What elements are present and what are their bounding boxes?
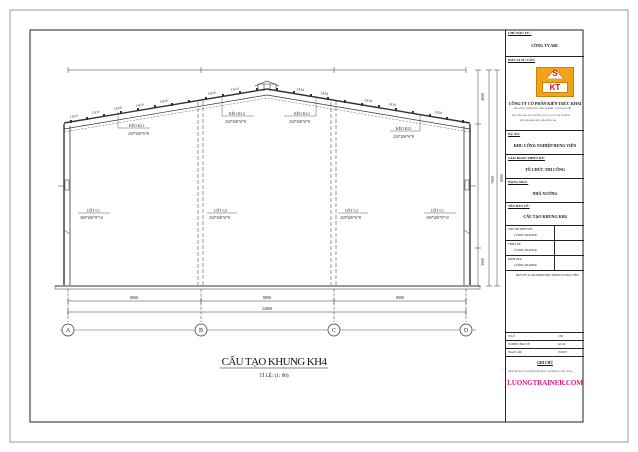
beam-tag-name: KÈO KL2: [294, 112, 310, 116]
rafter-label: 1A50: [159, 98, 169, 104]
owner-section: [506, 30, 584, 57]
column-tag-name: CỘT C2: [345, 209, 358, 213]
owner-name: CÔNG TY ABC: [531, 43, 559, 48]
column-tag-name: CỘT C2: [214, 209, 227, 213]
role-name: LƯƠNG TRAINER: [514, 249, 537, 252]
designer-section: [506, 57, 584, 131]
meta-row: [506, 349, 584, 357]
role-label: KIỂM TRA:: [508, 258, 523, 261]
meta-value: 1:90: [558, 335, 563, 338]
rafter-label: 1A50: [387, 102, 397, 108]
notes-label: GHI CHÚ: [537, 361, 553, 365]
rafter-label: 1A50: [295, 87, 305, 93]
item-label: HẠNG MỤC:: [508, 180, 529, 184]
role-name: LƯƠNG TRAINER: [514, 264, 537, 267]
note-section: [506, 271, 584, 333]
height-dim: 4000: [481, 93, 485, 101]
beam-tag-name: KÈO KL1: [396, 127, 412, 131]
drawing-title: CẤU TẠO KHUNG KH4: [221, 356, 327, 368]
phase-label: GIAI ĐOẠN THIẾT KẾ:: [508, 156, 545, 160]
meta-label: TỈ LỆ: [508, 335, 515, 338]
column-tag-name: CỘT C1: [87, 209, 100, 213]
project-label: DỰ ÁN:: [508, 132, 521, 136]
drawing-scale: TỈ LỆ: (1: 90): [259, 373, 289, 379]
beam-tag-spec: 250*200*6*8: [128, 132, 149, 136]
website-section: [506, 357, 584, 422]
sheet-name: CẤU TẠO KHUNG KH4: [523, 214, 567, 219]
meta-row: [506, 333, 584, 341]
rafter-label: 1A50: [319, 91, 329, 97]
website-caption: LIÊN HỆ ĐÀO TẠO THIẾT KẾ KẾT CẤU THÉP VÀ DỰ TOÁN: [508, 370, 573, 373]
phase-section: [506, 155, 584, 179]
axis-markers: [60, 324, 476, 336]
role-label: CHỦ TRÌ THIẾT KẾ:: [508, 228, 533, 231]
rafter-label: 1A50: [207, 90, 217, 96]
column-tag-spec: 250*200*6*8: [209, 216, 230, 220]
company-logo: [536, 67, 574, 97]
note-text: BẢN VẼ LÀ SẢN PHẨM THỰC HÀNH CỦA HỌC VIÊN: [516, 274, 579, 277]
column-tag-spec: 300*200*8*10: [80, 216, 103, 220]
role-row: [506, 226, 584, 241]
phase-name: TỔ CHỨC THI CÔNG: [524, 167, 566, 172]
ground-line: [55, 286, 480, 289]
meta-label: SỐ HIỆU BẢN VẼ: [508, 343, 530, 346]
drawing-title-block: [220, 355, 328, 379]
designer-label: ĐƠN VỊ TƯ VẤN:: [508, 58, 536, 62]
rafter-label: 1A50: [230, 86, 240, 92]
column-tag-spec: 250*200*6*8: [340, 216, 361, 220]
rafter-label: 1A50: [433, 110, 443, 116]
total-span-dim: 24000: [261, 306, 273, 311]
rafter-label: 1A50: [91, 109, 101, 115]
axis-label: C: [331, 328, 337, 335]
role-row: [506, 256, 584, 271]
bottom-dimension-labels: [130, 295, 404, 311]
role-label: THIẾT KẾ:: [508, 243, 522, 246]
span-dim: 8000: [129, 295, 139, 300]
overall-height-dim: 8000: [500, 174, 504, 182]
height-dim: 3000: [481, 258, 485, 266]
meta-row: [506, 341, 584, 349]
span-dim: 8000: [395, 295, 405, 300]
title-block: [505, 30, 584, 422]
roof-rafters: [64, 86, 470, 132]
item-section: [506, 179, 584, 203]
meta-value: 01/2017: [558, 351, 568, 354]
company-name: CÔNG TY CỔ PHẦN KIẾN TRÚC KHAI: [508, 101, 582, 106]
sheet-name-label: TÊN BẢN VẼ:: [508, 204, 530, 208]
rafter-labels: [70, 87, 443, 119]
rafter-label: 1A50: [135, 102, 145, 108]
project-section: [506, 131, 584, 155]
project-name: KHU CÔNG NGHIỆP HUNG VIÊN: [513, 143, 577, 148]
column-tags: [78, 208, 456, 220]
owner-label: CHỦ ĐẦU TƯ :: [508, 31, 532, 35]
axis-label: A: [65, 328, 71, 335]
height-total-dim: 7000: [491, 176, 495, 184]
beam-tag-spec: 250*200*6*8: [393, 135, 414, 139]
rafter-label: 1A50: [363, 98, 373, 104]
sheet-name-section: [506, 203, 584, 226]
beam-tag-spec: 250*200*6*8: [225, 120, 246, 124]
rafter-label: 1A50: [113, 105, 123, 111]
rafter-label: 1A50: [69, 113, 79, 119]
website-brand: LUONGTRAINER.COM: [507, 379, 583, 387]
column-tag-name: CỘT C1: [431, 209, 444, 213]
meta-value: KC-01: [558, 343, 566, 346]
column-tag-spec: 300*200*8*10: [426, 216, 449, 220]
axis-label: D: [463, 328, 469, 335]
logo-text: KT: [542, 82, 568, 93]
beam-tag-name: KÈO KL2: [229, 112, 245, 116]
span-dim: 8000: [262, 295, 272, 300]
column-details: [58, 180, 476, 234]
right-dimension-labels: [481, 93, 504, 266]
company-address: ĐỊA CHỈ: 245A LÊ VĂN THỌ, P.11, Q. GÒ VẤP, TP.HCM: [512, 114, 570, 117]
beam-tags: [118, 98, 420, 139]
axis-label: B: [198, 328, 204, 335]
company-tagline: KHAI THÁC KIẾN TRÚC CÔNG NGHIỆP - TÂN SÁCH VIỆT: [514, 108, 572, 110]
logo-letter: S: [552, 69, 558, 78]
beam-tag-name: KÈO KL1: [129, 124, 145, 128]
right-dimensions: [475, 70, 500, 286]
role-row: [506, 241, 584, 256]
item-name: NHÀ XƯỞNG: [532, 191, 558, 196]
top-reference-line: [68, 67, 466, 73]
company-phone: ĐT: (08) 6686 3389 - DĐ: 0989 1234: [520, 119, 556, 122]
role-name: LƯƠNG TRAINER: [514, 234, 537, 237]
meta-label: NGÀY LẬP: [508, 351, 522, 354]
beam-tag-spec: 250*200*6*8: [289, 120, 310, 124]
